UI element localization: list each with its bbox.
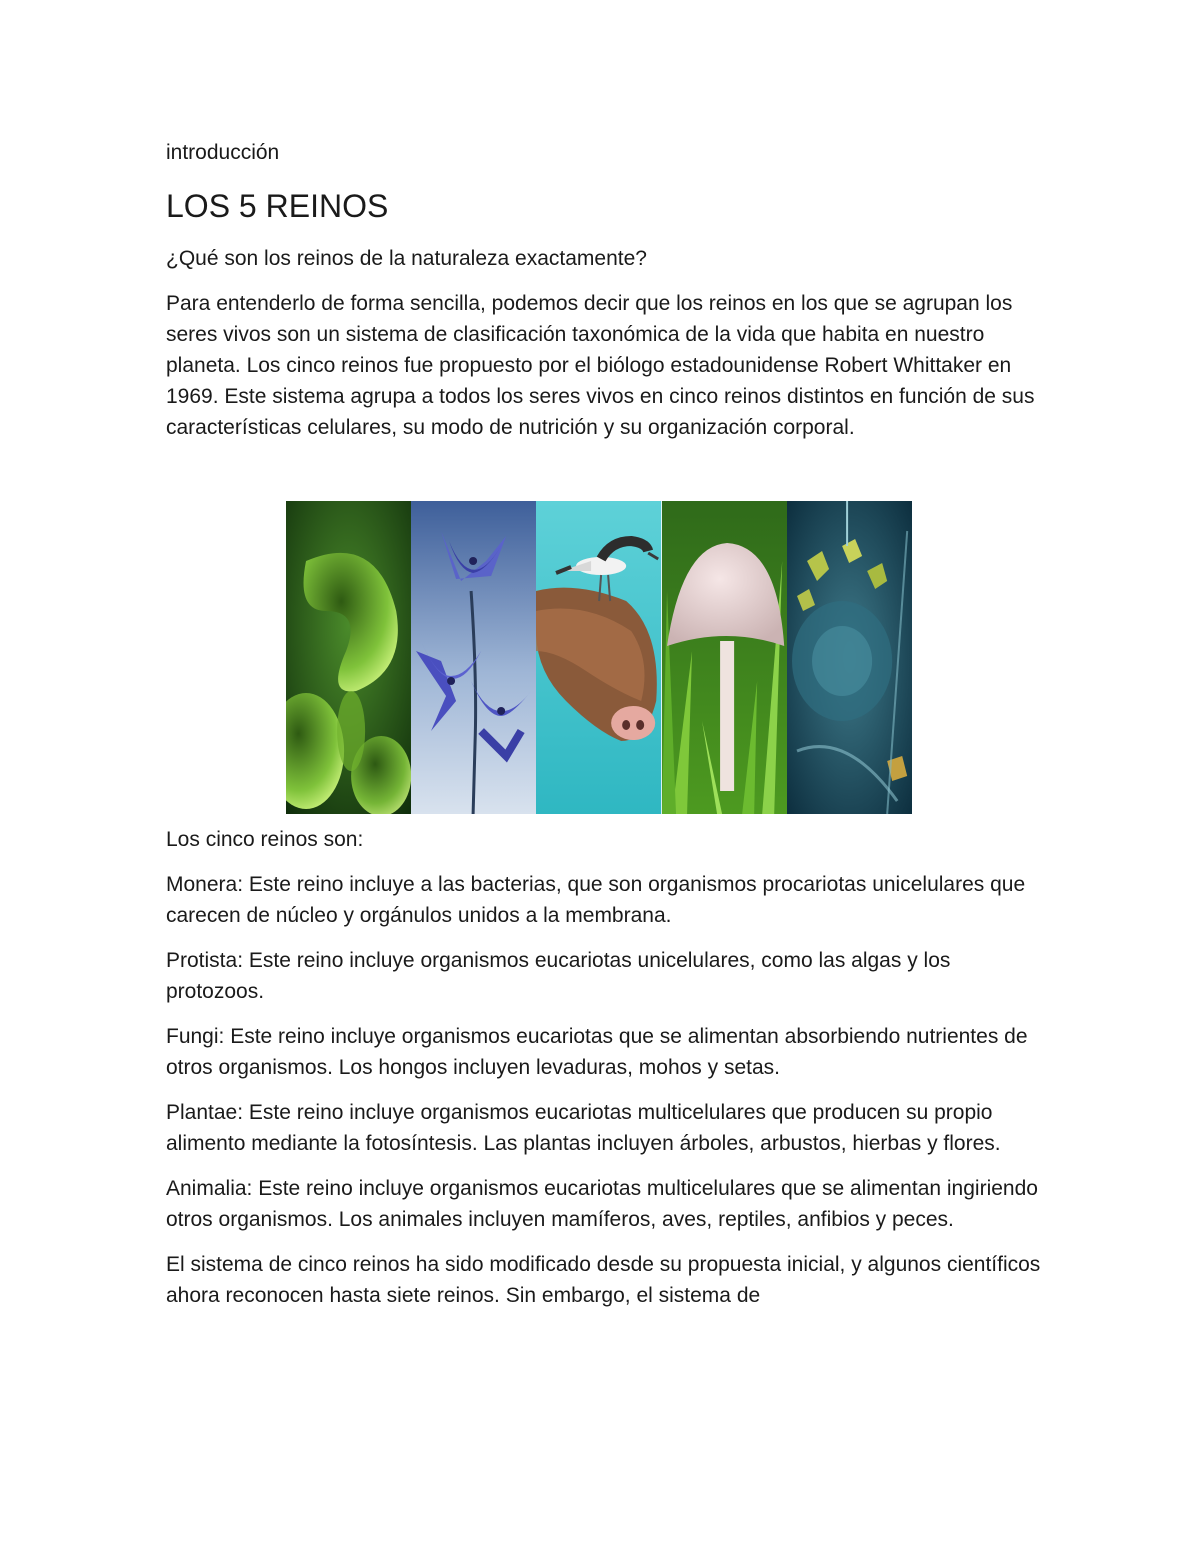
flower-photo <box>411 501 536 814</box>
kingdom-animalia: Animalia: Este reino incluye organismos eucariotas multicelulares que se alimentan ingiriendo otros organismos. Los animales incluyen mamíferos, aves, reptiles, anfibios y peces. <box>166 1177 1038 1231</box>
intro-paragraph: Para entenderlo de forma sencilla, podemos decir que los reinos en los que se agrupan los seres vivos son un sistema de clasificación taxonómica de la vida que habita en nuestro planeta. Los cinco reinos fue propuesto por el biólogo estadounidense Robert Whittaker en 1969. Este sistema agrupa a todos los seres vivos en cinco reinos distintos en función de sus características celulares, su modo de nutrición y su organización corporal. <box>166 292 1035 439</box>
kingdom-plantae: Plantae: Este reino incluye organismos eucariotas multicelulares que producen su propio alimento mediante la fotosíntesis. Las plantas incluyen árboles, arbustos, hierbas y flores. <box>166 1101 1001 1155</box>
five-kingdoms-image <box>286 501 912 814</box>
kingdoms-section <box>166 824 1046 1325</box>
kingdom-fungi: Fungi: Este reino incluye organismos eucariotas que se alimentan absorbiendo nutrientes de otros organismos. Los hongos incluyen levaduras, mohos y setas. <box>166 1025 1028 1079</box>
list-intro: Los cinco reinos son: <box>166 828 364 851</box>
bacteria-photo <box>286 501 411 814</box>
page-title: LOS 5 REINOS <box>166 188 389 224</box>
pig-and-gull-photo <box>536 501 661 814</box>
protist-photo <box>787 501 912 814</box>
kingdom-protista: Protista: Este reino incluye organismos eucariotas unicelulares, como las algas y los protozoos. <box>166 949 951 1003</box>
intro-label: introducción <box>166 141 280 164</box>
mushroom-photo <box>662 501 787 814</box>
document-body <box>166 138 1046 457</box>
kingdom-monera: Monera: Este reino incluye a las bacterias, que son organismos procariotas unicelulares que carecen de núcleo y orgánulos unidos a la membrana. <box>166 873 1026 927</box>
question-paragraph: ¿Qué son los reinos de la naturaleza exactamente? <box>166 247 647 270</box>
closing-paragraph: El sistema de cinco reinos ha sido modificado desde su propuesta inicial, y algunos científicos ahora reconocen hasta siete reinos. Sin embargo, el sistema de <box>166 1253 1041 1307</box>
